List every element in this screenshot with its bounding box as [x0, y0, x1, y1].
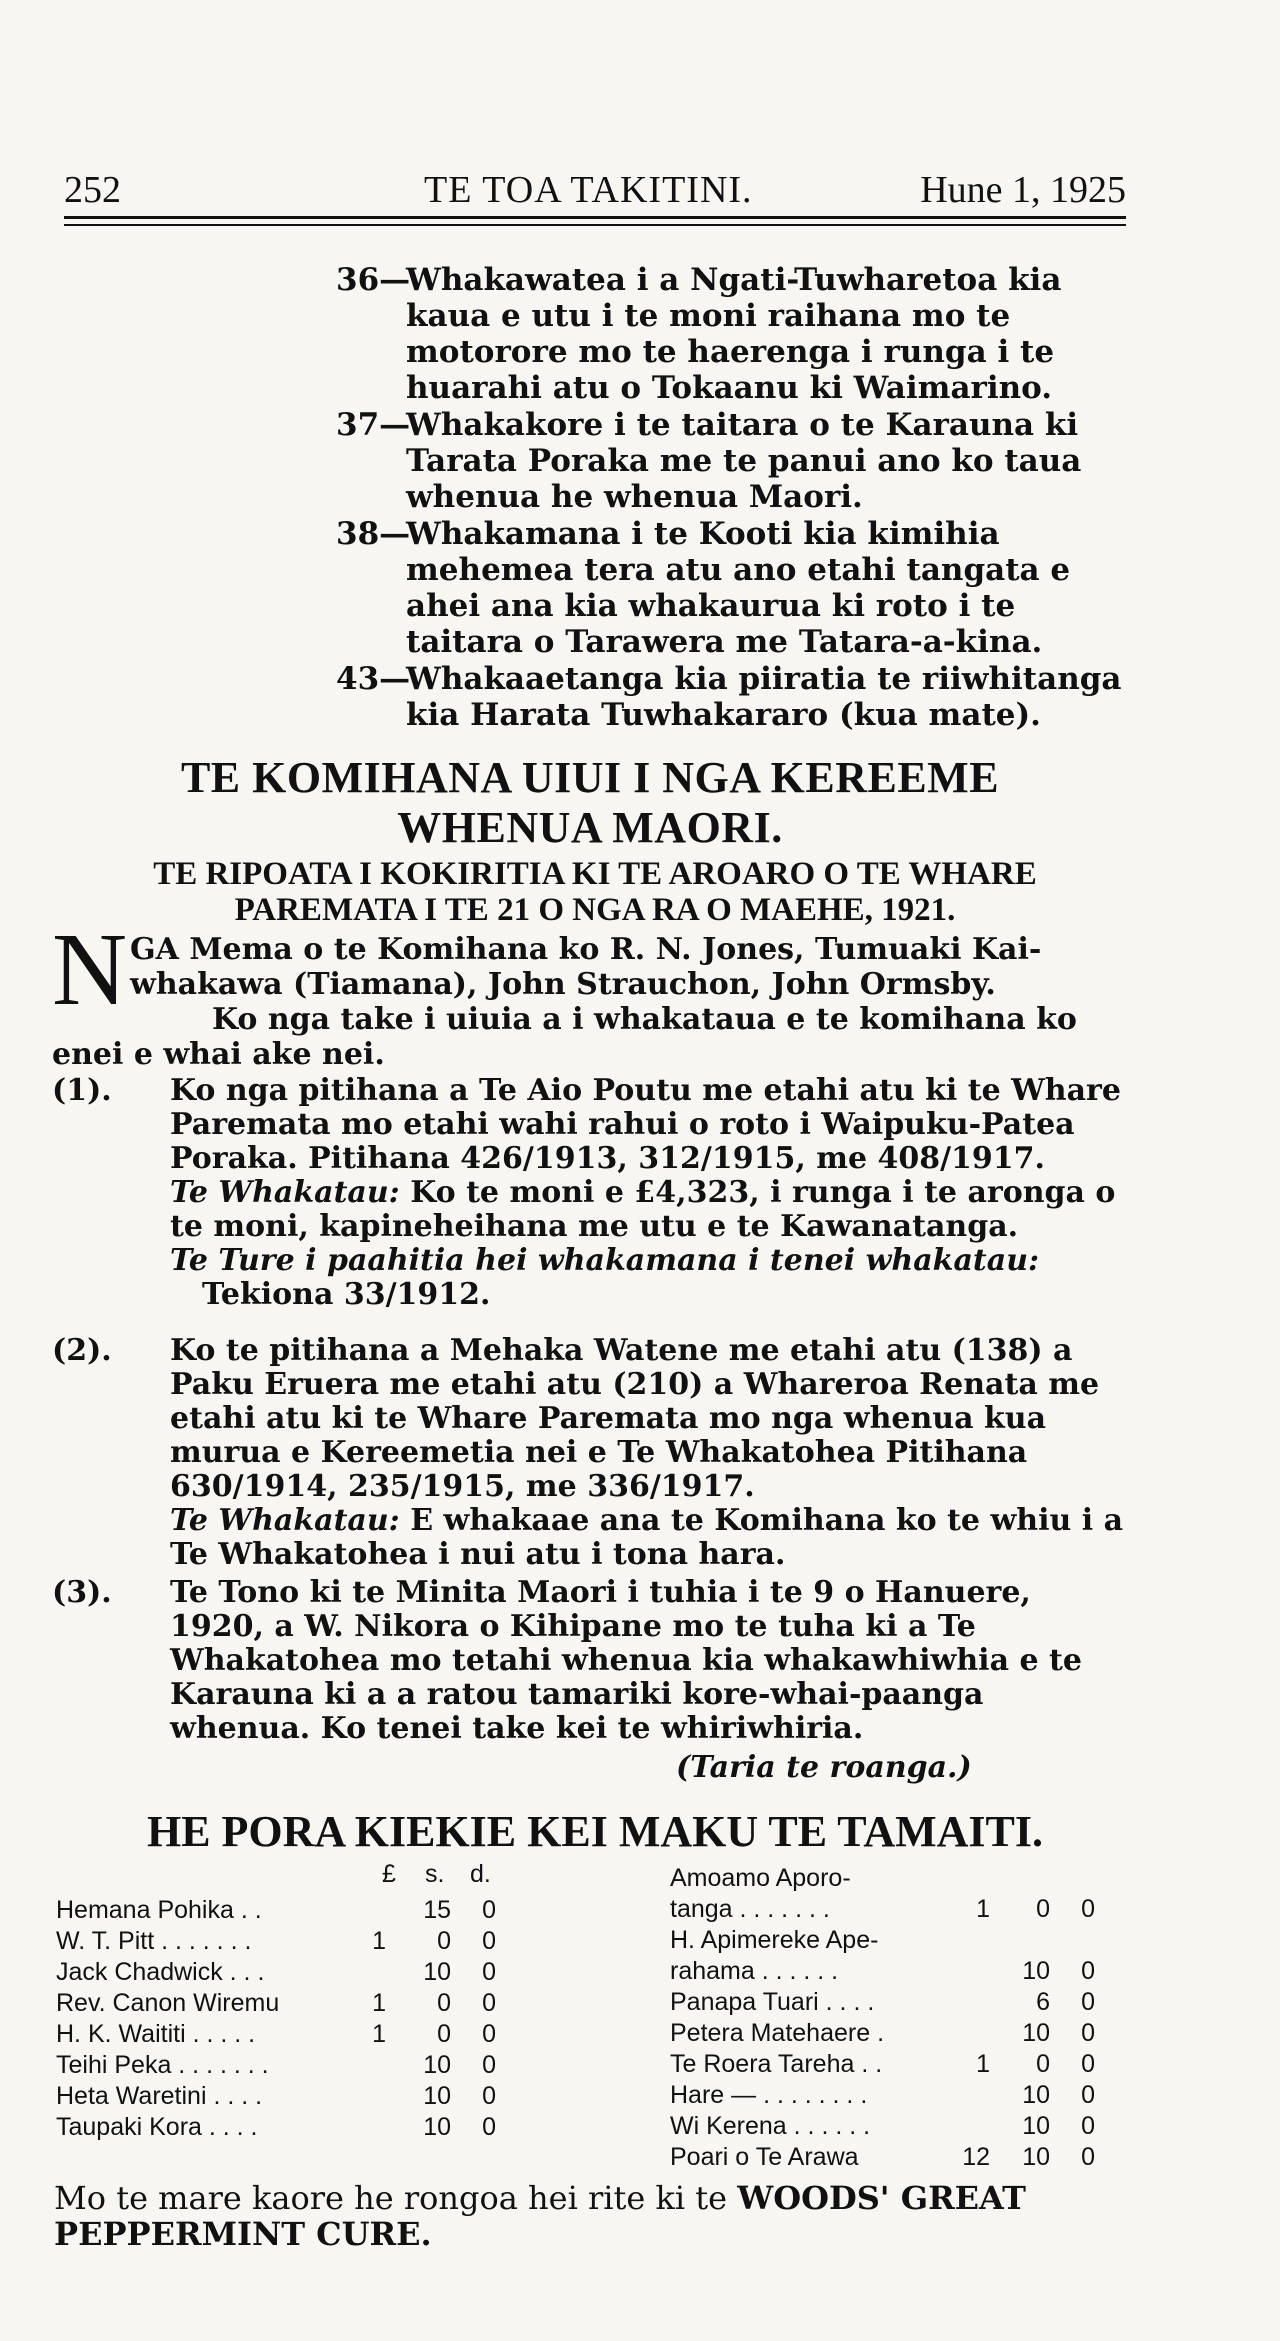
law-reference: Tekiona 33/1912.: [202, 1277, 491, 1312]
advertisement: [54, 2180, 1124, 2252]
decision-text: Ko te moni e £4,323, i runga i te aronga o te moni, kapineheihana me utu e te Kawanatanga.: [170, 1175, 1116, 1244]
donation-row: [670, 1864, 1130, 1895]
amount-pence: 0: [1081, 1895, 1095, 1923]
item-number: (2).: [52, 1333, 112, 1368]
col-pounds: £: [382, 1860, 396, 1888]
amount-shillings: 10: [1022, 1957, 1050, 1985]
donation-row: [56, 2051, 516, 2082]
donation-row: [670, 2143, 1130, 2174]
donation-row: [670, 2081, 1130, 2112]
intro-line: GA Mema o te Komihana ko R. N. Jones, Tumuaki Kai-: [130, 932, 1042, 967]
donor-name: Petera Matehaere .: [670, 2019, 885, 2047]
amount-shillings: 15: [423, 1896, 451, 1924]
amount-pence: 0: [482, 2113, 496, 2141]
amount-pence: 0: [482, 2082, 496, 2110]
report-subheading-line1: TE RIPOATA I KOKIRITIA KI TE AROARO O TE WHARE: [153, 856, 1037, 892]
donation-row: [670, 1895, 1130, 1926]
item-decision: [170, 1176, 1126, 1244]
item-number: (1).: [52, 1073, 112, 1108]
issue-date: Hune 1, 1925: [920, 169, 1126, 211]
advert-text: Mo te mare kaore he rongoa hei rite ki te: [54, 2179, 738, 2217]
donations-heading: HE PORA KIEKIE KEI MAKU TE TAMAITI.: [146, 1807, 1044, 1856]
amount-pounds: 1: [372, 2020, 386, 2048]
motion-item: [336, 661, 1126, 733]
amount-pence: 0: [482, 1989, 496, 2017]
donor-name: W. T. Pitt . . . . . . .: [56, 1927, 252, 1955]
donation-row: [670, 1957, 1130, 1988]
page-header: [64, 168, 1126, 218]
amount-pounds: 1: [976, 2050, 990, 2078]
motion-item: [336, 407, 1126, 515]
advert-product: WOODS' GREAT PEPPERMINT CURE.: [54, 2179, 1026, 2253]
amount-pence: 0: [482, 1927, 496, 1955]
amount-shillings: 0: [1036, 2050, 1050, 2078]
motion-list: [336, 262, 1126, 734]
donor-name: tanga . . . . . . .: [670, 1895, 830, 1923]
amount-shillings: 10: [423, 1958, 451, 1986]
amount-pounds: 1: [372, 1927, 386, 1955]
donation-row: [56, 1989, 516, 2020]
donation-row: [56, 2113, 516, 2144]
donor-name: Heta Waretini . . . .: [56, 2082, 263, 2110]
decision-label: Te Whakatau:: [170, 1503, 400, 1538]
item-text: Ko nga pitihana a Te Aio Poutu me etahi atu ki te Whare Paremata mo etahi wahi rahui o roto i Waipuku-Patea Poraka. Pitihana 426/1913, 312/1915, me 408/1917.: [170, 1073, 1121, 1176]
drop-cap: N: [52, 912, 128, 1027]
amount-shillings: 10: [1022, 2019, 1050, 2047]
intro-line: Ko nga take i uiuia a i whakataua e te komihana ko: [212, 1002, 1077, 1037]
motion-number: 43—: [336, 661, 411, 697]
donation-row: [56, 1927, 516, 1958]
amount-pence: 0: [1081, 2081, 1095, 2109]
amount-shillings: 10: [1022, 2112, 1050, 2140]
report-item-2: [52, 1334, 1126, 1572]
donation-row: [56, 1958, 516, 1989]
donor-name: Jack Chadwick . . .: [56, 1958, 265, 1986]
amount-pounds: 1: [372, 1989, 386, 2017]
item-number: (3).: [52, 1575, 112, 1610]
amount-shillings: 0: [437, 1927, 451, 1955]
donor-name: Taupaki Kora . . . .: [56, 2113, 258, 2141]
amount-pence: 0: [1081, 2050, 1095, 2078]
commission-heading-line2: WHENUA MAORI.: [397, 803, 783, 852]
donor-name: Rev. Canon Wiremu: [56, 1989, 280, 2017]
amount-pence: 0: [1081, 1988, 1095, 2016]
item-decision: [170, 1504, 1126, 1572]
donations-right-column: [670, 1864, 1130, 2174]
amount-shillings: 0: [1036, 1895, 1050, 1923]
col-shillings: s.: [425, 1860, 445, 1888]
item-text: Ko te pitihana a Mehaka Watene me etahi atu (138) a Paku Eruera me etahi atu (210) a Whareroa Renata me etahi atu ki te Whare Paremata mo nga whenua kua murua e Kereemetia nei e Te Whakatohea Pitihana 630/1914, 235/1915, me 336/1917.: [170, 1333, 1100, 1504]
amount-shillings: 10: [423, 2051, 451, 2079]
amount-pence: 0: [482, 1896, 496, 1924]
header-rule-thin: [64, 224, 1126, 226]
donation-row: [670, 2019, 1130, 2050]
motion-number: 37—: [336, 407, 411, 443]
motion-text: Whakamana i te Kooti kia kimihia mehemea tera atu ano etahi tangata e ahei ana kia whakaurua ki roto i te taitara o Tarawera me Tatara-a-kina.: [406, 516, 1071, 660]
amount-pounds: 12: [962, 2143, 990, 2171]
donation-row: [670, 1988, 1130, 2019]
donation-row: [56, 2020, 516, 2051]
donation-row: [56, 1896, 516, 1927]
donation-row: [670, 2112, 1130, 2143]
page-number: 252: [64, 169, 121, 211]
motion-number: 36—: [336, 262, 411, 298]
amount-shillings: 6: [1036, 1988, 1050, 2016]
donor-name: Hemana Pohika . .: [56, 1896, 262, 1924]
amount-shillings: 10: [423, 2113, 451, 2141]
amount-pence: 0: [1081, 2019, 1095, 2047]
amount-shillings: 0: [437, 2020, 451, 2048]
item-text: Te Tono ki te Minita Maori i tuhia i te 9 o Hanuere, 1920, a W. Nikora o Kihipane mo te tuha ki a Te Whakatohea mo tetahi whenua kia whakawhiwhia e te Karauna ki a a ratou tamariki kore-whai-paanga whenua. Ko tenei take kei te whiriwhiria.: [170, 1575, 1082, 1746]
header-rule-thick: [64, 216, 1126, 219]
donor-name: H. Apimereke Ape-: [670, 1926, 879, 1954]
amount-pence: 0: [1081, 2143, 1095, 2171]
decision-text: E whakaae ana te Komihana ko te whiu i a Te Whakatohea i nui atu i tona hara.: [170, 1503, 1124, 1572]
amount-shillings: 10: [1022, 2081, 1050, 2109]
amount-pence: 0: [1081, 2112, 1095, 2140]
amount-pence: 0: [482, 2020, 496, 2048]
donor-name: Hare — . . . . . . . .: [670, 2081, 868, 2109]
motion-item: [336, 516, 1126, 660]
publication-title: TE TOA TAKITINI.: [424, 169, 753, 211]
amount-pounds: 1: [976, 1895, 990, 1923]
amount-pence: 0: [482, 1958, 496, 1986]
decision-label: Te Whakatau:: [170, 1175, 400, 1210]
report-item-3: [52, 1576, 1126, 1746]
donation-row: [670, 2050, 1130, 2081]
commission-heading-line1: TE KOMIHANA UIUI I NGA KEREEME: [180, 753, 1000, 802]
motion-text: Whakaaetanga kia piiratia te riiwhitanga kia Harata Tuwhakararo (kua mate).: [406, 661, 1122, 733]
amount-pence: 0: [1081, 1957, 1095, 1985]
donor-name: Teihi Peka . . . . . . .: [56, 2051, 269, 2079]
col-pence: d.: [470, 1860, 491, 1888]
donor-name: Amoamo Aporo-: [670, 1864, 851, 1892]
motion-text: Whakakore i te taitara o te Karauna ki Tarata Poraka me te panui ano ko taua whenua he whenua Maori.: [406, 407, 1082, 515]
donor-name: rahama . . . . . .: [670, 1957, 839, 1985]
motion-text: Whakawatea i a Ngati-Tuwharetoa kia kaua e utu i te moni raihana mo te motorore mo te haerenga i runga i te huarahi atu o Tokaanu ki Waimarino.: [406, 262, 1062, 406]
donation-row: [670, 1926, 1130, 1957]
intro-line: whakawa (Tiamana), John Strauchon, John Ormsby.: [130, 967, 996, 1002]
continued-note: (Taria te roanga.): [676, 1750, 972, 1785]
amount-shillings: 10: [423, 2082, 451, 2110]
amount-pence: 0: [482, 2051, 496, 2079]
amount-shillings: 10: [1022, 2143, 1050, 2171]
donor-name: Poari o Te Arawa: [670, 2143, 859, 2171]
report-subheading-line2: PAREMATA I TE 21 O NGA RA O MAEHE, 1921.: [234, 892, 956, 928]
report-item-1: [52, 1074, 1126, 1312]
donor-name: H. K. Waititi . . . . .: [56, 2020, 256, 2048]
donor-name: Te Roera Tareha . .: [670, 2050, 883, 2078]
donor-name: Panapa Tuari . . . .: [670, 1988, 875, 2016]
donation-row: [56, 2082, 516, 2113]
amount-shillings: 0: [437, 1989, 451, 2017]
donations-left-column: [56, 1896, 516, 2144]
motion-item: [336, 262, 1126, 406]
motion-number: 38—: [336, 516, 411, 552]
intro-line: enei e whai ake nei.: [52, 1037, 385, 1072]
donor-name: Wi Kerena . . . . . .: [670, 2112, 871, 2140]
law-label: Te Ture i paahitia hei whakamana i tenei whakatau:: [170, 1243, 1040, 1278]
